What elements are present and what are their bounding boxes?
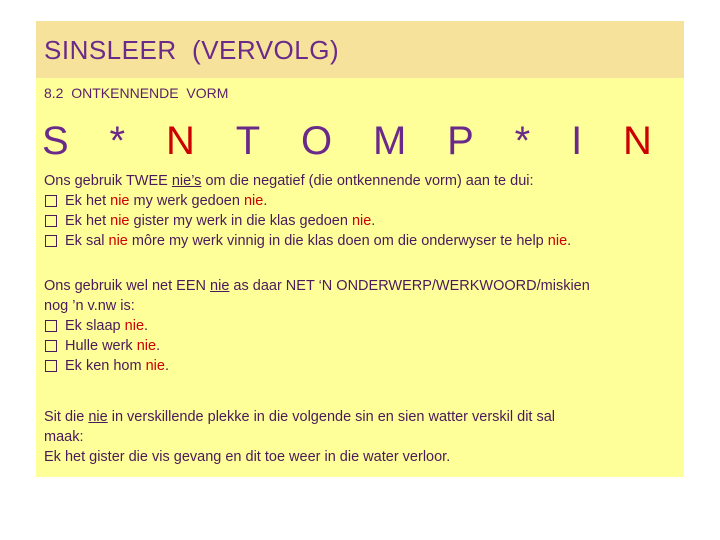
list-item: Ek het nie my werk gedoen nie.	[44, 191, 674, 211]
section-two-nies	[44, 171, 674, 251]
acronym-letter: I	[571, 119, 583, 163]
title-bar	[36, 21, 684, 78]
slide-subtitle: 8.2 ONTKENNENDE VORM	[44, 85, 229, 101]
list-item: Hulle werk nie.	[44, 336, 674, 356]
checkbox-bullet-icon	[45, 320, 57, 332]
list-item: Ek het nie gister my werk in die klas gedoen nie.	[44, 211, 674, 231]
acronym-letter: N	[623, 119, 652, 163]
list-item: Ek slaap nie.	[44, 316, 674, 336]
acronym-letter: P	[447, 119, 474, 163]
list-item: Ek sal nie môre my werk vinnig in die klas doen om die onderwyser te help nie.	[44, 231, 674, 251]
acronym-letter: T	[235, 119, 261, 163]
acronym-letter: S	[42, 119, 69, 163]
acronym-row	[42, 117, 652, 165]
acronym-letter: M	[372, 119, 407, 163]
checkbox-bullet-icon	[45, 195, 57, 207]
checkbox-bullet-icon	[45, 215, 57, 227]
slide-title: SINSLEER (VERVOLG)	[44, 35, 340, 65]
acronym-letter: N	[165, 119, 195, 163]
section-intro: Ons gebruik wel net EEN nie as daar NET ‘N ONDERWERP/WERKWOORD/miskien	[44, 278, 590, 294]
section-intro-continued: nog ’n v.nw is:	[44, 298, 135, 314]
acronym-letter: O	[300, 119, 333, 163]
exercise-instruction: Sit die nie in verskillende plekke in die volgende sin en sien watter verskil dit sal	[44, 409, 556, 425]
acronym-letter: *	[109, 119, 126, 163]
exercise-instruction-continued: maak:	[44, 429, 84, 445]
exercise-sentence: Ek het gister die vis gevang en dit toe weer in die water verloor.	[44, 449, 451, 465]
list-item: Ek ken hom nie.	[44, 356, 674, 376]
section-one-nie	[44, 276, 674, 376]
section-intro: Ons gebruik TWEE nie’s om die negatief (die ontkennende vorm) aan te dui:	[44, 173, 534, 189]
checkbox-bullet-icon	[45, 235, 57, 247]
acronym-letter: *	[514, 119, 531, 163]
checkbox-bullet-icon	[45, 340, 57, 352]
section-exercise	[44, 407, 674, 467]
checkbox-bullet-icon	[45, 360, 57, 372]
slide	[36, 21, 684, 477]
